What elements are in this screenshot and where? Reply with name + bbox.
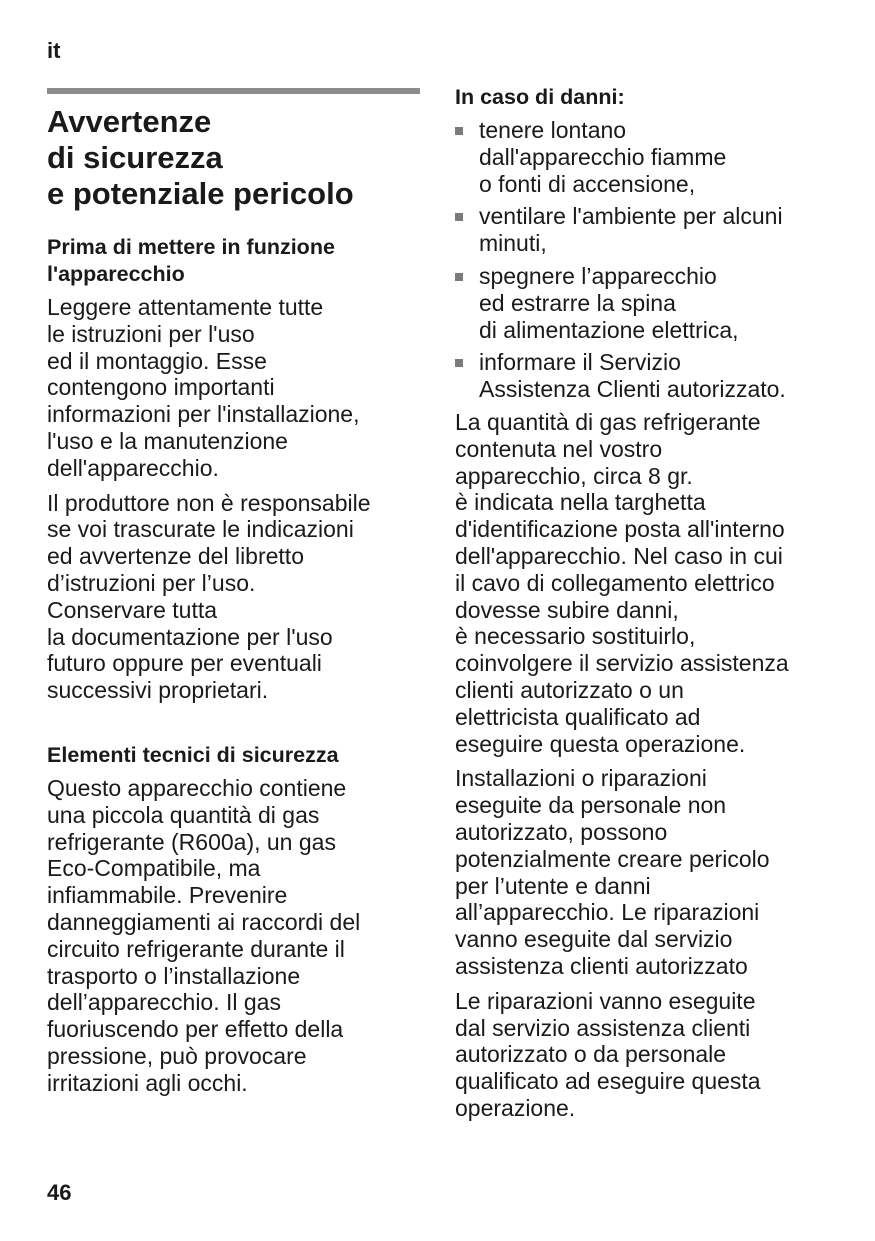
text-line: clienti autorizzato o un: [455, 676, 684, 703]
heading-line: l'apparecchio: [47, 262, 185, 286]
paragraph-unauthorized-repairs: [455, 765, 835, 979]
text-line: per l’utente e danni: [455, 872, 651, 899]
damage-steps-list: [455, 117, 835, 403]
text-line: dal servizio assistenza clienti: [455, 1014, 751, 1041]
square-bullet-icon: [455, 127, 463, 135]
text-line: minuti,: [479, 230, 547, 257]
text-line: operazione.: [455, 1094, 576, 1121]
title-line: e potenziale pericolo: [47, 176, 354, 211]
paragraph-read-instructions: [47, 294, 422, 482]
page-title: [47, 104, 422, 212]
text-line: informare il Servizio: [479, 349, 681, 376]
heading-rule: [47, 88, 420, 94]
text-line: danneggiamenti ai raccordi del: [47, 908, 361, 935]
text-line: coinvolgere il servizio assistenza: [455, 650, 789, 677]
text-line: successivi proprietari.: [47, 677, 269, 704]
page-number: 46: [47, 1180, 72, 1205]
paragraph-refrigerant-gas: [47, 775, 422, 1097]
section-heading-before-use: [47, 234, 422, 288]
text-line: spegnere l’apparecchio: [479, 262, 717, 289]
text-line: apparecchio, circa 8 gr.: [455, 462, 693, 489]
heading-line: Prima di mettere in funzione: [47, 235, 335, 259]
text-line: una piccola quantità di gas: [47, 801, 320, 828]
text-line: contengono importanti: [47, 374, 275, 401]
text-line: le istruzioni per l'uso: [47, 320, 255, 347]
text-line: Conservare tutta: [47, 596, 218, 623]
text-line: ed estrarre la spina: [479, 289, 676, 316]
text-line: Leggere attentamente tutte: [47, 294, 324, 320]
text-line: ed avvertenze del libretto: [47, 543, 304, 570]
text-line: è indicata nella targhetta: [455, 489, 706, 516]
text-line: elettricista qualificato ad: [455, 703, 701, 730]
square-bullet-icon: [455, 359, 463, 367]
list-item: [455, 349, 835, 403]
section-heading-damage: In caso di danni:: [455, 85, 625, 109]
text-line: Il produttore non è responsabile: [47, 489, 371, 516]
text-line: fuoriuscendo per effetto della: [47, 1016, 344, 1043]
right-column: [455, 84, 835, 1130]
title-line: di sicurezza: [47, 140, 223, 175]
text-line: trasporto o l’installazione: [47, 962, 301, 989]
text-line: ventilare l'ambiente per alcuni: [479, 203, 783, 230]
list-item: [455, 263, 835, 343]
text-line: dell’apparecchio. Il gas: [47, 989, 281, 1016]
text-line: Eco-Compatibile, ma: [47, 855, 261, 882]
text-line: qualificato ad eseguire questa: [455, 1068, 761, 1095]
text-line: dovesse subire danni,: [455, 596, 679, 623]
text-line: futuro oppure per eventuali: [47, 650, 322, 677]
text-line: tenere lontano: [479, 117, 627, 143]
text-line: la documentazione per l'uso: [47, 623, 333, 650]
square-bullet-icon: [455, 273, 463, 281]
paragraph-authorized-repairs: [455, 988, 835, 1122]
text-line: potenzialmente creare pericolo: [455, 845, 770, 872]
text-line: informazioni per l'installazione,: [47, 401, 360, 428]
text-line: eseguite da personale non: [455, 792, 727, 819]
list-item: [455, 117, 835, 197]
text-line: eseguire questa operazione.: [455, 730, 746, 757]
text-line: se voi trascurate le indicazioni: [47, 516, 354, 543]
text-line: circuito refrigerante durante il: [47, 935, 345, 962]
text-line: pressione, può provocare: [47, 1042, 307, 1069]
text-line: l'uso e la manutenzione: [47, 427, 288, 454]
text-line: dell'apparecchio.: [47, 454, 219, 481]
text-line: autorizzato, possono: [455, 818, 668, 845]
text-line: contenuta nel vostro: [455, 435, 663, 462]
square-bullet-icon: [455, 213, 463, 221]
text-line: autorizzato o da personale: [455, 1041, 727, 1068]
text-line: dall'apparecchio fiamme: [479, 143, 727, 170]
text-line: è necessario sostituirlo,: [455, 623, 696, 650]
text-line: d’istruzioni per l’uso.: [47, 569, 256, 596]
list-item: [455, 203, 835, 257]
text-line: Installazioni o riparazioni: [455, 765, 707, 792]
text-line: infiammabile. Prevenire: [47, 882, 288, 909]
text-line: ed il montaggio. Esse: [47, 347, 267, 374]
paragraph-manufacturer-liability: [47, 490, 422, 704]
left-column: [47, 104, 422, 1105]
text-line: dell'apparecchio. Nel caso in cui: [455, 542, 783, 569]
text-line: o fonti di accensione,: [479, 170, 696, 197]
text-line: il cavo di collegamento elettrico: [455, 569, 775, 596]
paragraph-gas-quantity: [455, 409, 835, 757]
text-line: irritazioni agli occhi.: [47, 1069, 248, 1096]
text-line: Questo apparecchio contiene: [47, 774, 347, 801]
text-line: assistenza clienti autorizzato: [455, 952, 748, 979]
text-line: d'identificazione posta all'interno: [455, 516, 785, 543]
title-line: Avvertenze: [47, 104, 212, 139]
text-line: La quantità di gas refrigerante: [455, 408, 761, 435]
text-line: vanno eseguite dal servizio: [455, 926, 733, 953]
language-code: it: [47, 38, 61, 63]
text-line: Le riparazioni vanno eseguite: [455, 987, 756, 1014]
text-line: Assistenza Clienti autorizzato.: [479, 376, 786, 403]
text-line: refrigerante (R600a), un gas: [47, 828, 336, 855]
section-heading-safety-elements: Elementi tecnici di sicurezza: [47, 742, 339, 767]
text-line: di alimentazione elettrica,: [479, 316, 739, 343]
text-line: all’apparecchio. Le riparazioni: [455, 899, 760, 926]
